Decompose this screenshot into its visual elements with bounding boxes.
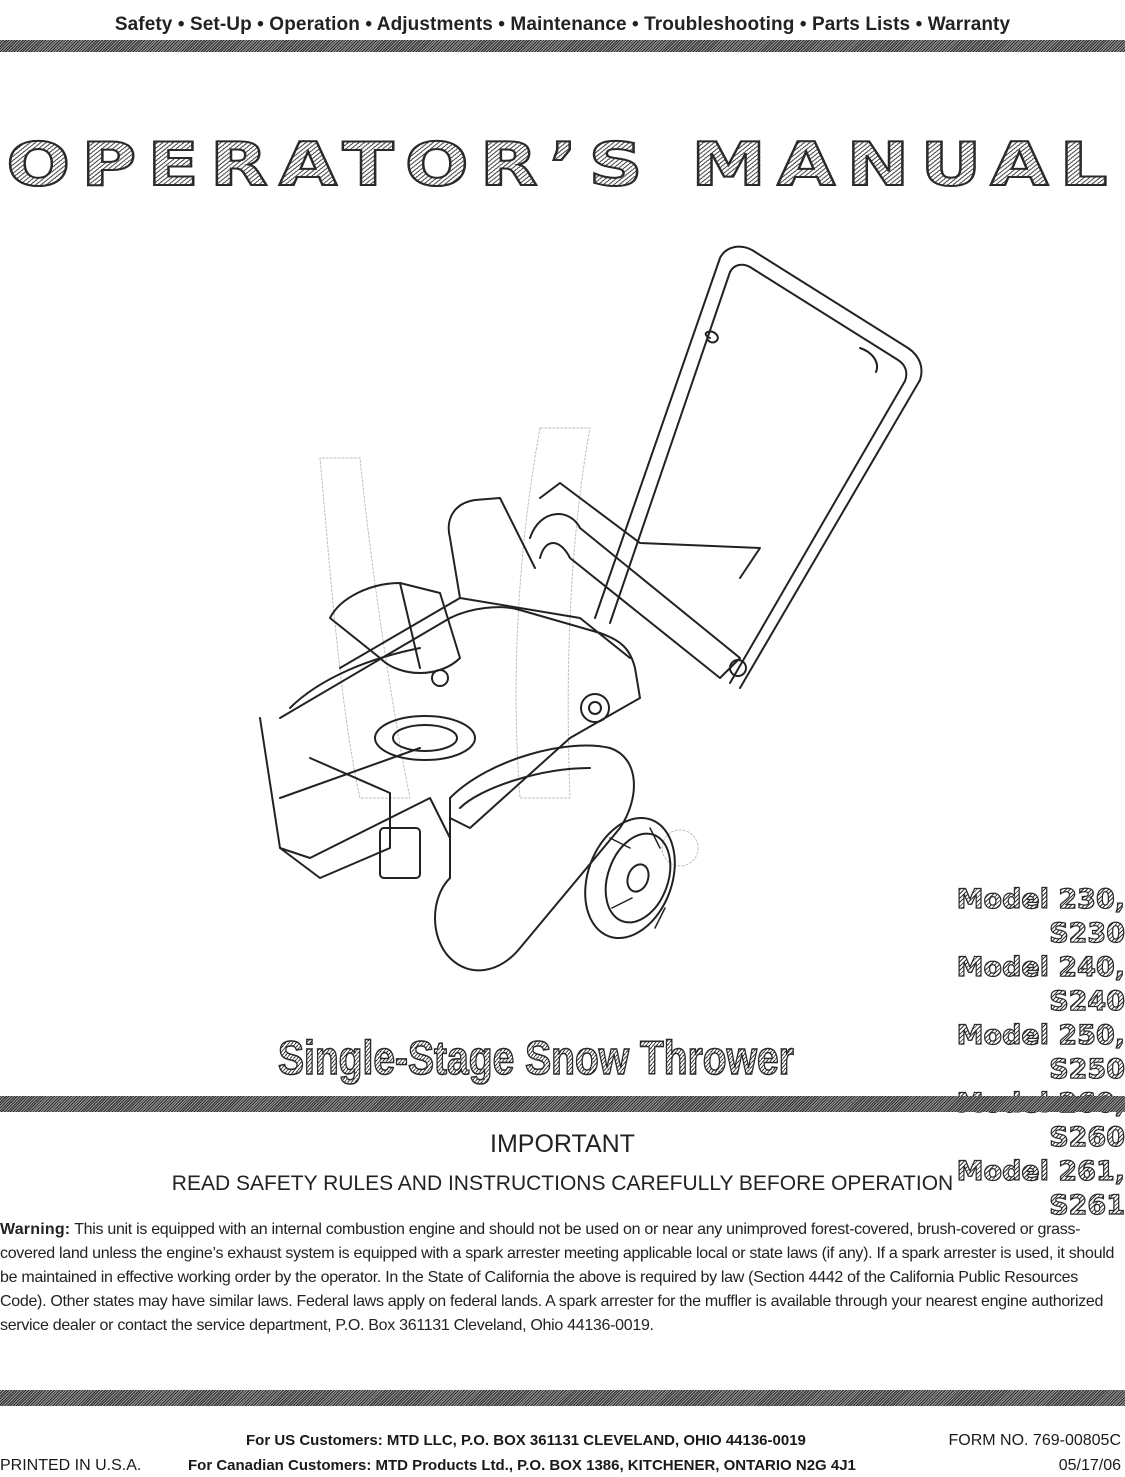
- form-number: FORM NO. 769-00805C: [948, 1432, 1121, 1449]
- handle-outer: [595, 247, 922, 688]
- side-cover: [435, 745, 634, 970]
- handle-inner: [610, 265, 906, 683]
- model-item: Model 230, S230: [885, 883, 1125, 951]
- important-heading: IMPORTANT: [490, 1130, 635, 1158]
- warning-text: This unit is equipped with an internal combustion engine and should not be used on or near any unimproved forest-covered, brush-covered or grass-covered land unless the engine’s exhaust system is equipped with a spark arrester meeting applicable local or state laws (if any). If a spark arrester is used, it should be maintained in effective working order by the operator. In the State of California the above is required by law (Section 4442 of the California Public Resources Code). Other states may have similar laws. Federal laws apply on federal lands. A spark arrester for the muffler is available through your nearest engine authorized service dealer or contact the service department, P.O. Box 361131 Cleveland, Ohio 44136-0019.: [0, 1221, 1115, 1334]
- footer: [0, 1428, 1125, 1476]
- model-item: Model 261, S261: [885, 1155, 1125, 1223]
- safety-instruction-heading: READ SAFETY RULES AND INSTRUCTIONS CAREFULLY BEFORE OPERATION: [171, 1172, 954, 1195]
- model-item: Model 250, S250: [885, 1019, 1125, 1087]
- topics-list: Safety • Set-Up • Operation • Adjustments • Maintenance • Troubleshooting • Parts Lists • Warranty: [114, 14, 1011, 35]
- discharge-chute: [330, 583, 460, 673]
- product-name: Single-Stage Snow Thrower: [278, 1031, 794, 1084]
- top-hatch-divider: [0, 40, 1125, 52]
- us-customers-address: For US Customers: MTD LLC, P.O. BOX 361131 CLEVELAND, OHIO 44136-0019: [246, 1432, 806, 1449]
- snow-thrower-illustration: [240, 238, 940, 998]
- middle-hatch-divider: [0, 1096, 1125, 1112]
- bottom-hatch-divider: [0, 1390, 1125, 1406]
- wheel: [569, 805, 690, 950]
- canadian-customers-address: For Canadian Customers: MTD Products Ltd., P.O. BOX 1386, KITCHENER, ONTARIO N2G 4J1: [188, 1457, 856, 1474]
- form-date: 05/17/06: [1058, 1457, 1121, 1474]
- warning-paragraph: [0, 1218, 1125, 1338]
- warning-label: Warning:: [0, 1221, 71, 1238]
- manual-title: OPERATOR’S MANUAL: [0, 130, 1125, 200]
- chute-knob: [432, 670, 448, 686]
- printed-in: PRINTED IN U.S.A.: [0, 1457, 142, 1474]
- model-item: S260: [885, 1087, 1125, 1155]
- model-item: Model 240, S240: [885, 951, 1125, 1019]
